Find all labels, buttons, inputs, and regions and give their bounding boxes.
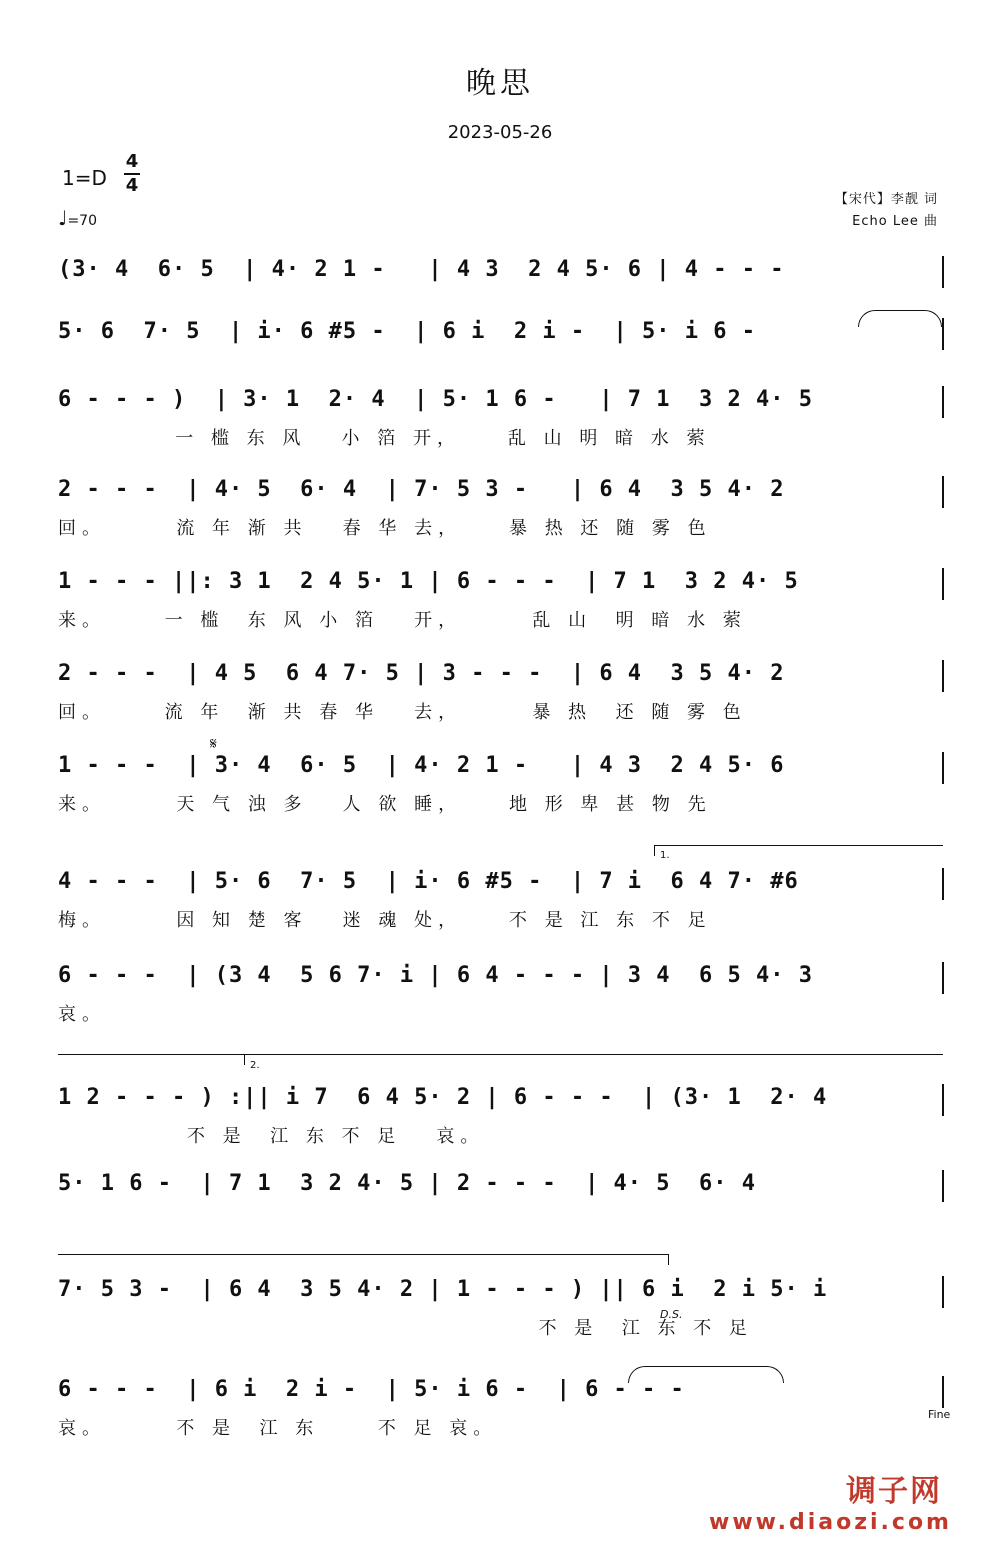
notation-line: 4 - - - | 5· 6 7· 5 | i· 6 #5 - | 7 i 6 4 7· #6: [58, 869, 799, 894]
end-barline: [942, 962, 944, 994]
lyricist-credit: 【宋代】李靓 词: [834, 192, 938, 207]
score-system: [0, 562, 1000, 652]
score-system: [0, 1370, 1000, 1460]
lyrics-line: 回。 流 年 渐 共 春 华 去， 暴 热 还 随 雾 色: [58, 518, 712, 539]
end-barline: [942, 568, 944, 600]
score-system: [0, 470, 1000, 560]
ds-bracket: [58, 1254, 669, 1265]
notation-line: 5· 6 7· 5 | i· 6 #5 - | 6 i 2 i - | 5· i 6 -: [58, 319, 757, 344]
end-barline: [942, 868, 944, 900]
lyrics-line: 一 槛 东 风 小 箔 开， 乱 山 明 暗 水 萦: [58, 428, 711, 449]
notation-line: 6 - - - ) | 3· 1 2· 4 | 5· 1 6 - | 7 1 3 2 4· 5: [58, 387, 813, 412]
lyrics-line: 哀。: [58, 1004, 106, 1025]
lyrics-line: 不 是 江 东 不 足: [58, 1318, 753, 1339]
notation-line: 2 - - - | 4 5 6 4 7· 5 | 3 - - - | 6 4 3 5 4· 2: [58, 661, 785, 686]
ds-mark: D.S.: [660, 1308, 683, 1321]
notation-line: 6 - - - | (3 4 5 6 7· i | 6 4 - - - | 3 4 6 5 4· 3: [58, 963, 813, 988]
notation-line: (3· 4 6· 5 | 4· 2 1 - | 4 3 2 4 5· 6 | 4 - - -: [58, 257, 785, 282]
slur-mark: [628, 1366, 784, 1383]
end-barline: [942, 1084, 944, 1116]
page-title: 晚思: [466, 66, 534, 101]
end-barline: [942, 386, 944, 418]
notation-line: 5· 1 6 - | 7 1 3 2 4· 5 | 2 - - - | 4· 5 6· 4: [58, 1171, 757, 1196]
volta-bracket-1-end: [58, 1054, 245, 1065]
end-barline: [942, 1170, 944, 1202]
notation-line: 2 - - - | 4· 5 6· 4 | 7· 5 3 - | 6 4 3 5 4· 2: [58, 477, 785, 502]
end-barline: [942, 318, 944, 350]
score-system: [0, 1270, 1000, 1360]
score-system: [0, 380, 1000, 470]
segno-sign: 𝄋: [210, 734, 217, 753]
lyrics-line: 回。 流 年 渐 共 春 华 去， 暴 热 还 随 雾 色: [58, 702, 747, 723]
slur-mark: [858, 310, 942, 327]
score-system: [0, 746, 1000, 836]
end-barline: [942, 256, 944, 288]
watermark-url: www.diaozi.com: [709, 1510, 952, 1535]
lyrics-line: [58, 1208, 938, 1238]
score-system: [0, 654, 1000, 744]
score-system: [0, 862, 1000, 952]
end-barline: [942, 660, 944, 692]
volta-bracket-2: [244, 1054, 943, 1065]
lyrics-line: 梅。 因 知 楚 客 迷 魂 处， 不 是 江 东 不 足: [58, 910, 712, 931]
key-signature: 1=D: [62, 166, 107, 190]
end-barline: [942, 752, 944, 784]
time-signature: [124, 152, 140, 196]
end-barline: [942, 1276, 944, 1308]
lyrics-line: 哀。 不 是 江 东 不 足 哀。: [58, 1418, 498, 1439]
lyrics-line: 来。 一 槛 东 风 小 箔 开， 乱 山 明 暗 水 萦: [58, 610, 747, 631]
lyrics-line: 不 是 江 东 不 足 哀。: [58, 1126, 485, 1147]
end-barline: [942, 476, 944, 508]
score-date: 2023-05-26: [447, 122, 553, 143]
notation-line: 1 - - - ||: 3 1 2 4 5· 1 | 6 - - - | 7 1 3 2 4· 5: [58, 569, 799, 594]
composer-credit: Echo Lee 曲: [852, 214, 938, 229]
fine-mark: Fine: [928, 1408, 951, 1421]
end-barline: [942, 1376, 944, 1408]
notation-line: 1 - - - | 3· 4 6· 5 | 4· 2 1 - | 4 3 2 4 5· 6: [58, 753, 785, 778]
tempo-value: =70: [67, 213, 97, 229]
notation-line: 1 2 - - - ) :|| i 7 6 4 5· 2 | 6 - - - | (3· 1 2· 4: [58, 1085, 828, 1110]
score-system: [0, 956, 1000, 1046]
tempo-marking: [58, 206, 97, 230]
time-signature-bottom: 4: [125, 175, 139, 196]
quarter-note-icon: ♩: [58, 206, 68, 230]
notation-line: 7· 5 3 - | 6 4 3 5 4· 2 | 1 - - - ) || 6 i 2 i 5· i: [58, 1277, 828, 1302]
lyrics-line: 来。 天 气 浊 多 人 欲 睡， 地 形 卑 甚 物 先: [58, 794, 712, 815]
volta-2-label: 2.: [250, 1060, 260, 1071]
time-signature-top: 4: [125, 151, 139, 172]
volta-1-label: 1.: [660, 850, 670, 861]
score-system: [0, 1164, 1000, 1254]
score-system: [0, 1078, 1000, 1168]
notation-line: 6 - - - | 6 i 2 i - | 5· i 6 - | 6 - - -: [58, 1377, 685, 1402]
volta-bracket-1: [654, 845, 943, 856]
watermark-logo: 调子网: [846, 1474, 942, 1509]
